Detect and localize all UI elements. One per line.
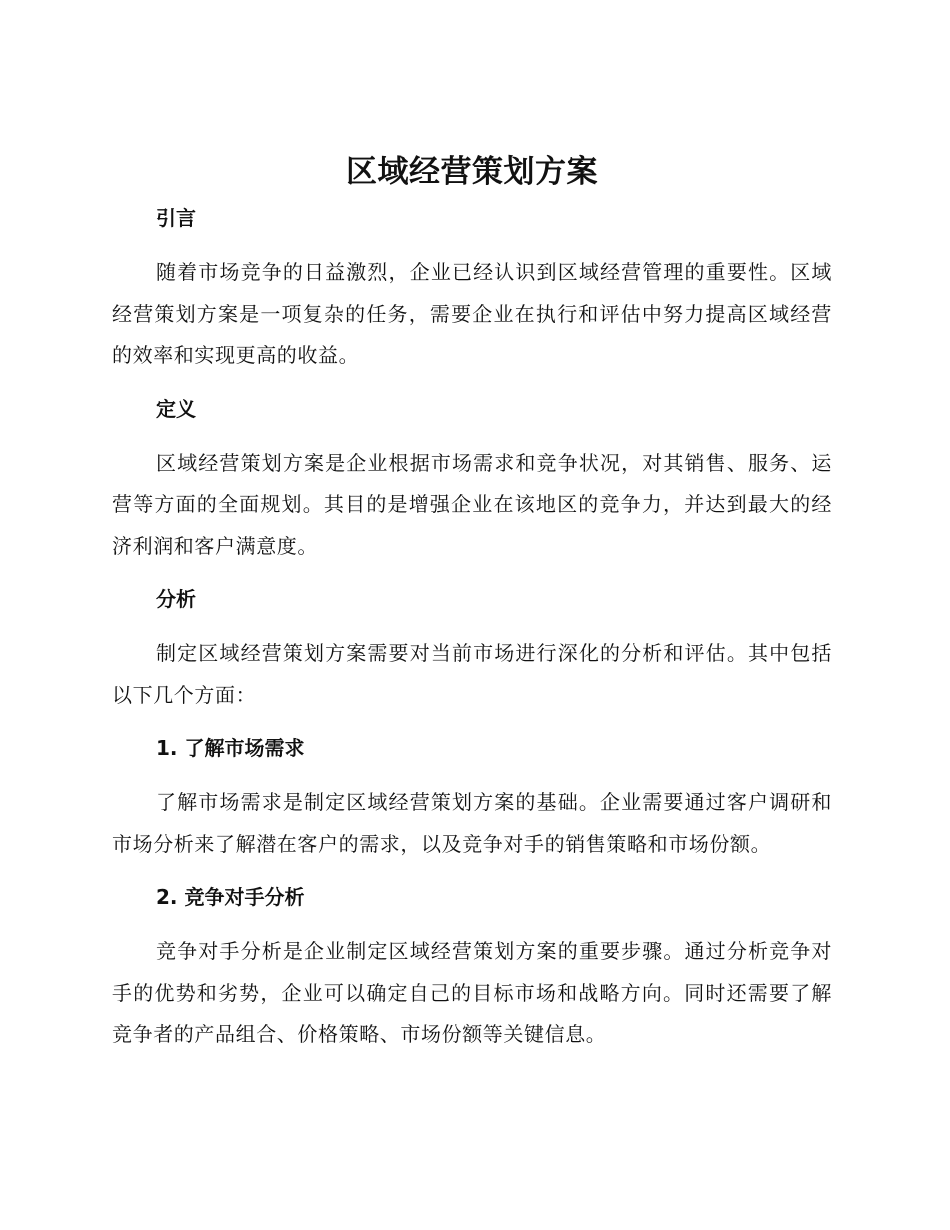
section-heading: 分析 <box>156 587 196 611</box>
document-title: 区域经营策划方案 <box>346 154 598 190</box>
section-heading: 1. 了解市场需求 <box>156 736 305 760</box>
section-paragraph: 制定区域经营策划方案需要对当前市场进行深化的分析和评估。其中包括以下几个方面： <box>112 641 832 707</box>
section-definition <box>112 395 832 568</box>
section-heading: 引言 <box>156 206 196 230</box>
section-competitor-analysis <box>112 883 832 1056</box>
section-paragraph: 了解市场需求是制定区域经营策划方案的基础。企业需要通过客户调研和市场分析来了解潜在客户的需求，以及竞争对手的销售策略和市场份额。 <box>112 790 832 856</box>
section-heading: 定义 <box>156 396 196 421</box>
section-paragraph: 区域经营策划方案是企业根据市场需求和竞争状况，对其销售、服务、运营等方面的全面规划。其目的是增强企业在该地区的竞争力，并达到最大的经济利润和客户满意度。 <box>112 450 832 558</box>
section-analysis <box>112 585 832 716</box>
section-paragraph: 竞争对手分析是企业制定区域经营策划方案的重要步骤。通过分析竞争对手的优势和劣势，企业可以确定自己的目标市场和战略方向。同时还需要了解竞争者的产品组合、价格策略、市场份额等关键信息。 <box>112 939 832 1046</box>
section-introduction <box>112 204 832 377</box>
section-paragraph: 随着市场竞争的日益激烈，企业已经认识到区域经营管理的重要性。区域经营策划方案是一项复杂的任务，需要企业在执行和评估中努力提高区域经营的效率和实现更高的收益。 <box>112 260 832 367</box>
section-market-demand <box>112 734 832 865</box>
section-heading: 2. 竞争对手分析 <box>156 885 305 909</box>
document-page <box>112 150 832 1074</box>
